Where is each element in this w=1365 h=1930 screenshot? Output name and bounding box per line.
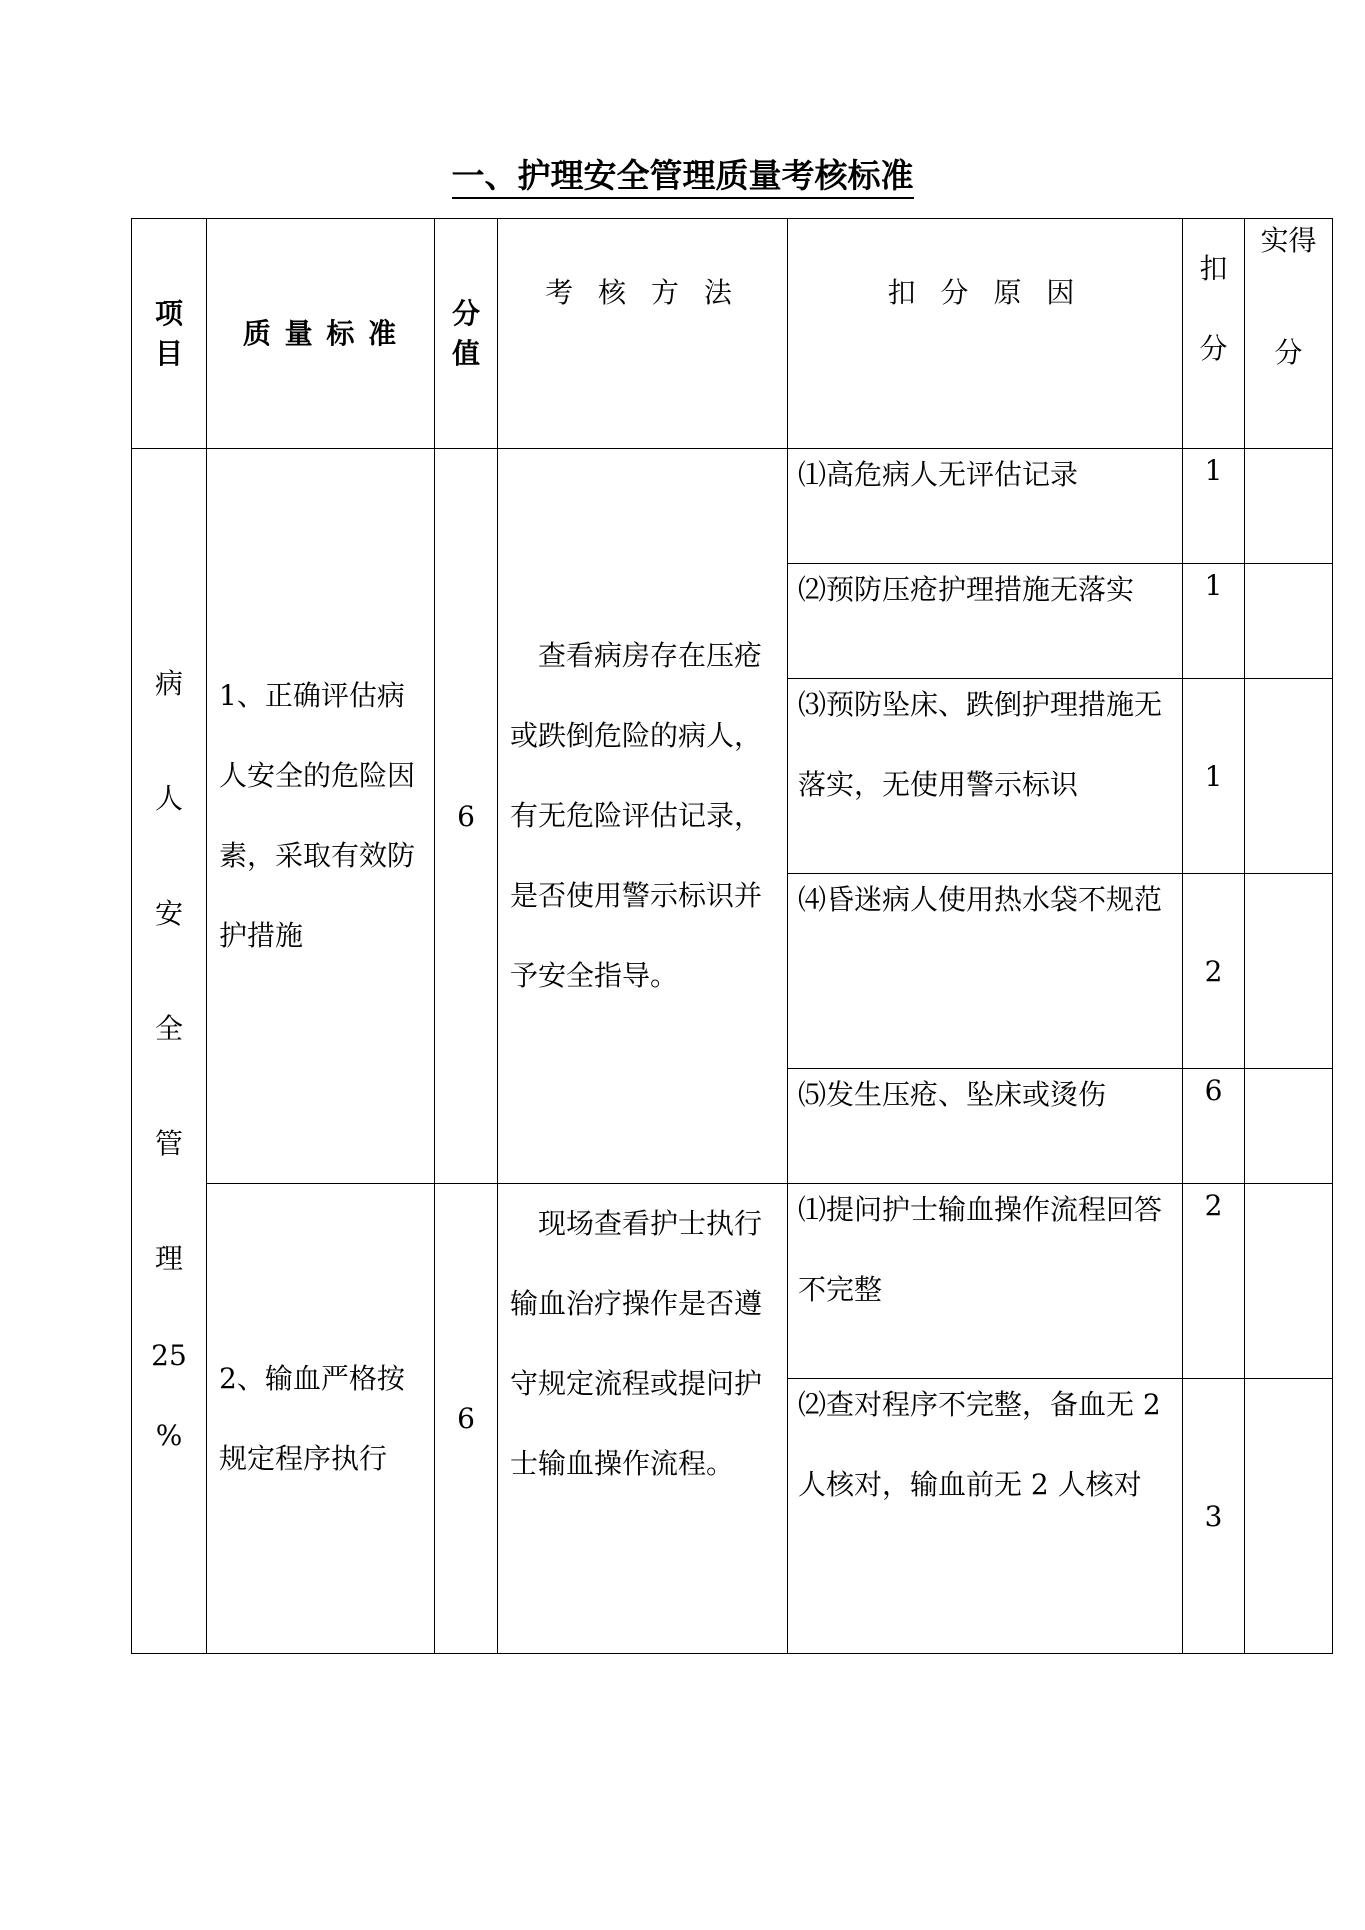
actual-2-2 [1245, 1379, 1333, 1654]
actual-1-1 [1245, 449, 1333, 564]
reason-1-2: ⑵预防压疮护理措施无落实 [788, 564, 1183, 679]
method-1: 查看病房存在压疮或跌倒危险的病人，有无危险评估记录，是否使用警示标识并予安全指导。 [498, 449, 788, 1184]
score-2: 6 [435, 1184, 498, 1654]
deduct-1-2: 1 [1183, 564, 1245, 679]
actual-1-4 [1245, 874, 1333, 1069]
standard-1: 1、正确评估病人安全的危险因素，采取有效防护措施 [207, 449, 435, 1184]
score-1: 6 [435, 449, 498, 1184]
assessment-table [131, 218, 1333, 1654]
table-row [132, 449, 1333, 564]
reason-2-1: ⑴提问护士输血操作流程回答不完整 [788, 1184, 1183, 1379]
deduct-1-3: 1 [1183, 679, 1245, 874]
reason-1-1: ⑴高危病人无评估记录 [788, 449, 1183, 564]
header-reason: 扣 分 原 因 [788, 219, 1183, 449]
deduct-1-1: 1 [1183, 449, 1245, 564]
reason-1-4: ⑷昏迷病人使用热水袋不规范 [788, 874, 1183, 1069]
header-deduct: 扣 分 [1183, 219, 1245, 449]
actual-1-2 [1245, 564, 1333, 679]
method-2: 现场查看护士执行输血治疗操作是否遵守规定流程或提问护士输血操作流程。 [498, 1184, 788, 1654]
project-cell: 病 人 安 全 管 理 25 % [132, 449, 207, 1654]
header-score: 分 值 [435, 219, 498, 449]
actual-1-5 [1245, 1069, 1333, 1184]
standard-2: 2、输血严格按规定程序执行 [207, 1184, 435, 1654]
deduct-1-4: 2 [1183, 874, 1245, 1069]
page-title: 一、护理安全管理质量考核标准 [0, 152, 1365, 200]
header-actual: 实得 分 [1245, 219, 1333, 449]
actual-1-3 [1245, 679, 1333, 874]
header-method: 考 核 方 法 [498, 219, 788, 449]
table-row [132, 1184, 1333, 1379]
actual-2-1 [1245, 1184, 1333, 1379]
reason-1-3: ⑶预防坠床、跌倒护理措施无落实，无使用警示标识 [788, 679, 1183, 874]
reason-2-2: ⑵查对程序不完整，备血无 2 人核对，输血前无 2 人核对 [788, 1379, 1183, 1654]
header-standard: 质 量 标 准 [207, 219, 435, 449]
deduct-2-2: 3 [1183, 1379, 1245, 1654]
reason-1-5: ⑸发生压疮、坠床或烫伤 [788, 1069, 1183, 1184]
header-row [132, 219, 1333, 449]
deduct-2-1: 2 [1183, 1184, 1245, 1379]
deduct-1-5: 6 [1183, 1069, 1245, 1184]
header-item: 项 目 [132, 219, 207, 449]
